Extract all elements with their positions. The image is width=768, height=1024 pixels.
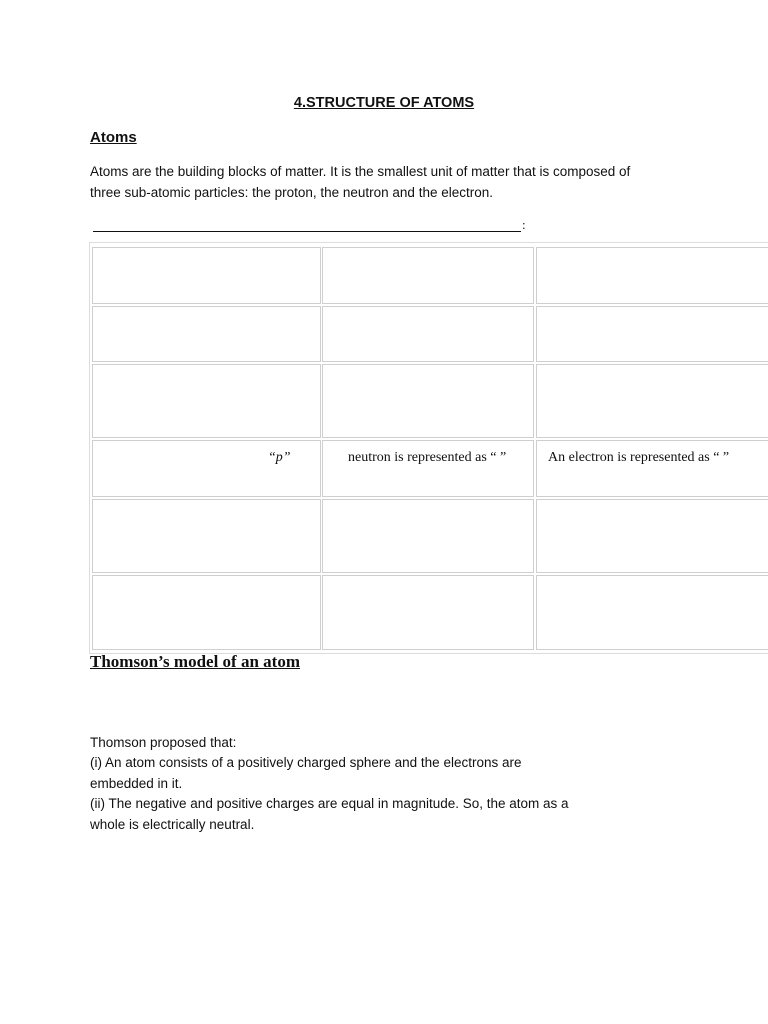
neutron-text: neutron is represented as “ ” — [348, 450, 507, 465]
table-cell — [92, 575, 321, 650]
electron-text: An electron is represented as “ ” — [548, 450, 730, 465]
proton-symbol-text: “p” — [268, 450, 291, 465]
atoms-paragraph-line-2: three sub-atomic particles: the proton, the neutron and the electron. — [90, 185, 493, 200]
thomson-line-4: (ii) The negative and positive charges are equal in magnitude. So, the atom as a — [90, 796, 569, 811]
table-cell — [92, 247, 321, 304]
particles-table — [89, 242, 768, 654]
table-cell — [322, 306, 534, 362]
table-cell-electron — [536, 440, 768, 497]
thomson-line-2: (i) An atom consists of a positively charged sphere and the electrons are — [90, 755, 522, 770]
table-cell — [322, 499, 534, 573]
table-cell — [536, 364, 768, 438]
page-title: 4.STRUCTURE OF ATOMS — [293, 95, 475, 111]
table-cell — [92, 306, 321, 362]
fill-in-blank-colon: : — [522, 217, 526, 232]
table-cell — [322, 575, 534, 650]
fill-in-blank-line — [93, 217, 521, 232]
table-cell-neutron — [322, 440, 534, 497]
atoms-paragraph-line-1: Atoms are the building blocks of matter. It is the smallest unit of matter that is composed of — [90, 164, 631, 179]
table-cell — [92, 499, 321, 573]
thomson-line-5: whole is electrically neutral. — [90, 817, 255, 832]
thomson-line-1: Thomson proposed that: — [90, 735, 237, 750]
thomson-line-3: embedded in it. — [90, 776, 183, 791]
table-cell — [536, 499, 768, 573]
table-cell — [92, 364, 321, 438]
table-cell — [536, 575, 768, 650]
table-cell — [536, 247, 768, 304]
atoms-heading: Atoms — [90, 129, 137, 146]
table-cell — [536, 306, 768, 362]
table-cell — [322, 364, 534, 438]
thomson-heading: Thomson’s model of an atom — [90, 652, 300, 671]
table-cell — [322, 247, 534, 304]
table-cell-proton — [92, 440, 321, 497]
